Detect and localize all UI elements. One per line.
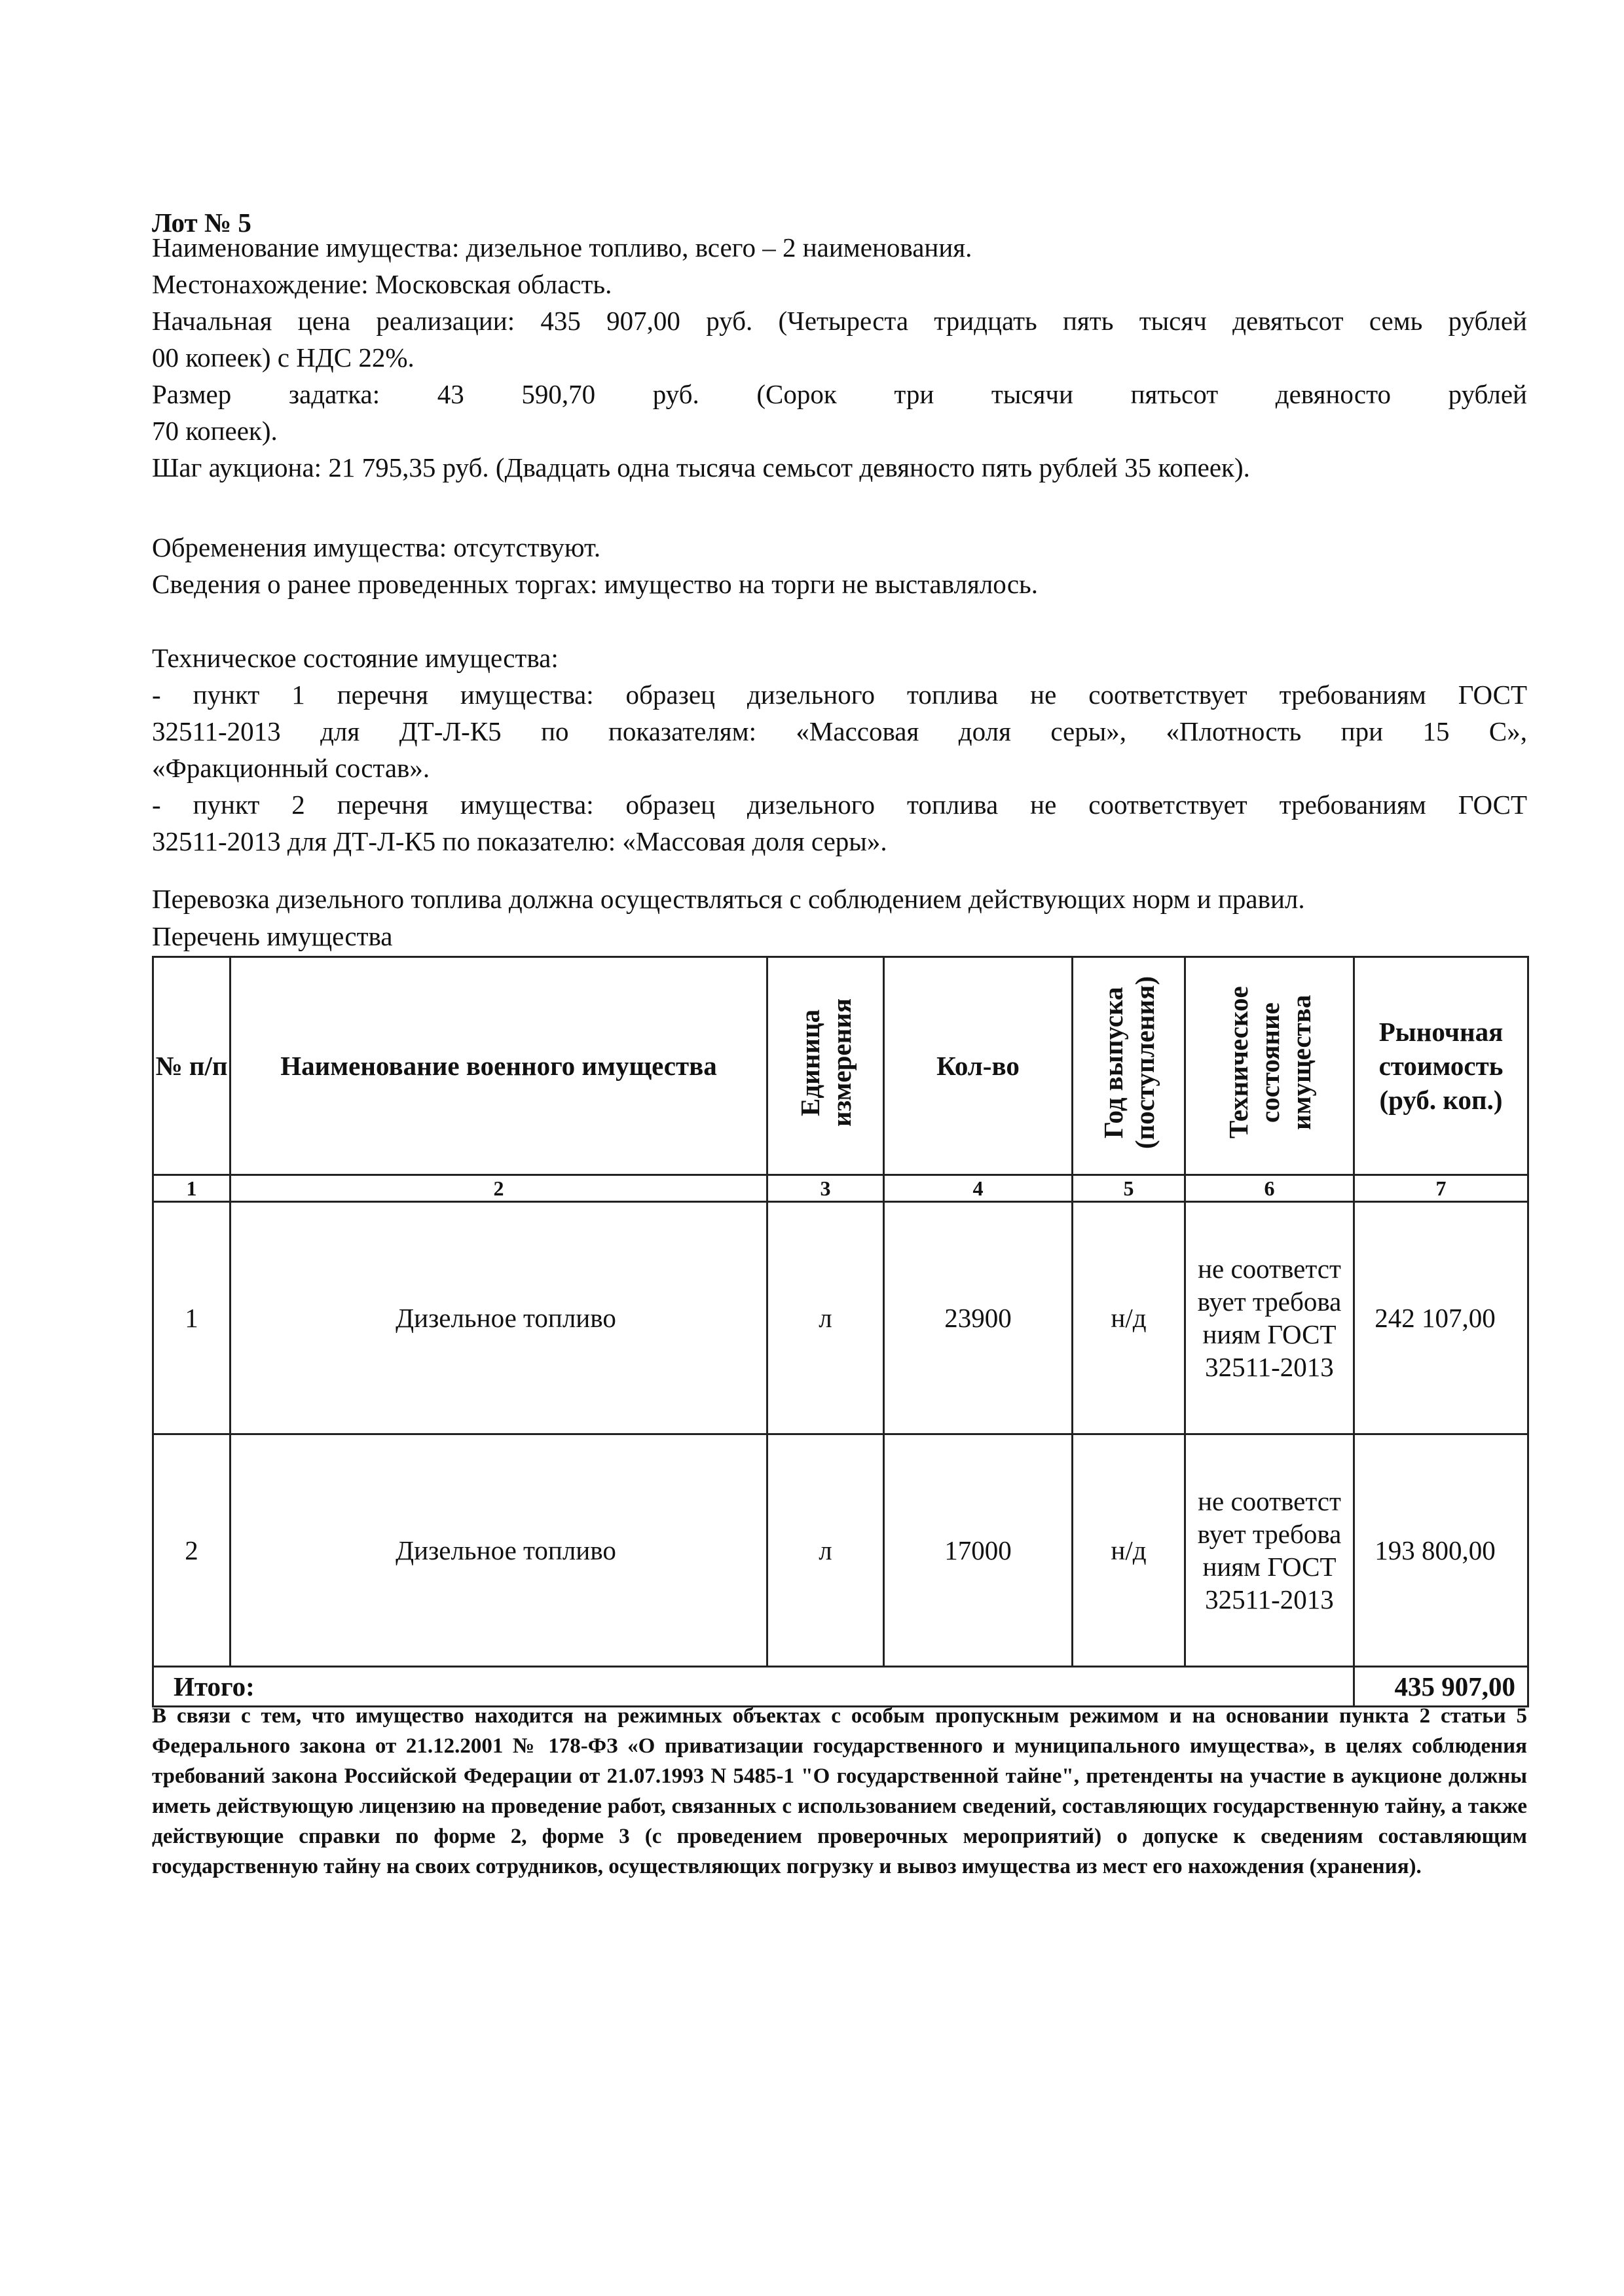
technical-item1-line1: - пункт 1 перечня имущества: образец дизельного топлива не соответствует требованиям ГОСТ [152, 680, 1527, 710]
column-number: 3 [767, 1175, 884, 1202]
deposit-line2: 70 копеек). [152, 416, 278, 446]
encumbrance-section [152, 529, 1527, 602]
row-name: Дизельное топливо [231, 1434, 767, 1667]
technical-item2-line1: - пункт 2 перечня имущества: образец дизельного топлива не соответствует требованиям ГОСТ [152, 790, 1527, 820]
header-unit-text: Единица измерения [794, 998, 857, 1127]
table-row [153, 1202, 1528, 1434]
column-number: 1 [153, 1175, 231, 1202]
column-number: 5 [1073, 1175, 1185, 1202]
row-name: Дизельное топливо [231, 1202, 767, 1434]
row-condition: не соответствует требованиям ГОСТ 32511-2013 [1185, 1202, 1354, 1434]
start-price-line1: Начальная цена реализации: 435 907,00 руб. (Четыреста тридцать пять тысяч девятьсот семь рублей [152, 306, 1527, 336]
header-year [1073, 957, 1185, 1175]
row-num: 2 [153, 1434, 231, 1667]
header-value: Рыночная стоимость (руб. коп.) [1354, 957, 1528, 1175]
column-number: 7 [1354, 1175, 1528, 1202]
row-unit: л [767, 1434, 884, 1667]
total-value: 435 907,00 [1354, 1667, 1528, 1707]
row-year: н/д [1073, 1202, 1185, 1434]
property-location: Местонахождение: Московская область. [152, 269, 612, 299]
deposit-line1: Размер задатка: 43 590,70 руб. (Сорок три тысячи пятьсот девяносто рублей [152, 379, 1527, 409]
header-qty: Кол-во [884, 957, 1073, 1175]
previous-auctions-text: Сведения о ранее проведенных торгах: имущество на торги не выставлялось. [152, 569, 1038, 599]
total-label: Итого: [153, 1667, 1354, 1707]
row-qty: 23900 [884, 1202, 1073, 1434]
header-name: Наименование военного имущества [231, 957, 767, 1175]
row-condition: не соответствует требованиям ГОСТ 32511-2013 [1185, 1434, 1354, 1667]
row-value: 193 800,00 [1354, 1434, 1528, 1667]
technical-item1-line3: «Фракционный состав». [152, 753, 430, 783]
encumbrance-text: Обременения имущества: отсутствуют. [152, 532, 601, 562]
table-header-row [153, 957, 1528, 1175]
property-name: Наименование имущества: дизельное топливо, всего – 2 наименования. [152, 232, 972, 263]
header-condition-text: Техническое состояние имущества [1223, 986, 1316, 1139]
column-number-row [153, 1175, 1528, 1202]
column-number: 6 [1185, 1175, 1354, 1202]
header-unit [767, 957, 884, 1175]
row-num: 1 [153, 1202, 231, 1434]
header-num: № п/п [153, 957, 231, 1175]
technical-item2-line2: 32511-2013 для ДТ-Л-К5 по показателю: «Массовая доля серы». [152, 826, 887, 856]
auction-step: Шаг аукциона: 21 795,35 руб. (Двадцать одна тысяча семьсот девяносто пять рублей 35 копеек). [152, 452, 1250, 483]
header-year-text: Год выпуска (поступления) [1098, 976, 1160, 1149]
security-notice: В связи с тем, что имущество находится на режимных объектах с особым пропускным режимом и на основании пункта 2 статьи 5 Федерального закона от 21.12.2001 № 178-ФЗ «О приватизации государственного и муниципального имущества», в целях соблюдения требований закона Российской Федерации от 21.07.1993 N 5485-1 "О государственной тайне", претенденты на участие в аукционе должны иметь действующую лицензию на проведение работ, связанных с использованием сведений, составляющих государственную тайну, а также действующие справки по форме 2, форме 3 (с проведением проверочных мероприятий) о допуске к сведениям составляющим государственную тайну на своих сотрудников, осуществляющих погрузку и вывоз имущества из мест его нахождения (хранения). [152, 1704, 1527, 1878]
row-year: н/д [1073, 1434, 1185, 1667]
column-number: 4 [884, 1175, 1073, 1202]
property-table [152, 956, 1529, 1707]
technical-condition-section [152, 640, 1527, 860]
table-row [153, 1434, 1528, 1667]
technical-heading: Техническое состояние имущества: [152, 643, 559, 673]
header-condition [1185, 957, 1354, 1175]
column-number: 2 [231, 1175, 767, 1202]
transport-note: Перевозка дизельного топлива должна осуществляться с соблюдением действующих норм и правил. [152, 884, 1305, 914]
row-qty: 17000 [884, 1434, 1073, 1667]
start-price-line2: 00 копеек) с НДС 22%. [152, 342, 415, 373]
technical-item1-line2: 32511-2013 для ДТ-Л-К5 по показателям: «Массовая доля серы», «Плотность при 15 С», [152, 716, 1527, 746]
lot-info [152, 229, 1527, 486]
list-caption: Перечень имущества [152, 921, 393, 951]
row-unit: л [767, 1202, 884, 1434]
lot-title: Лот № 5 [152, 208, 251, 238]
row-value: 242 107,00 [1354, 1202, 1528, 1434]
